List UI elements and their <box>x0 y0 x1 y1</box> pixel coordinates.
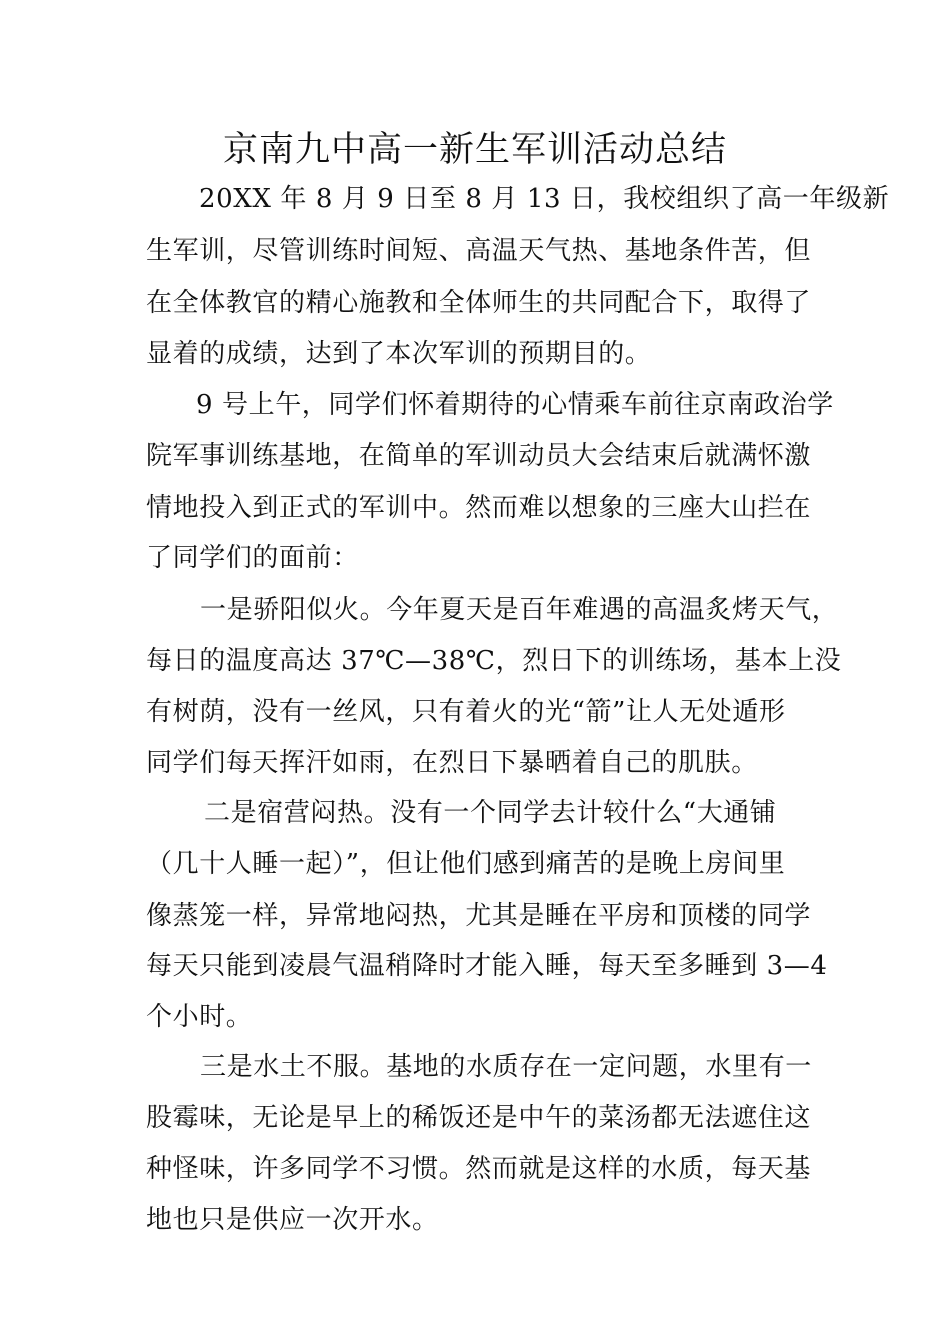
paragraph-2-line-1: 9 号上午，同学们怀着期待的心情乘车前往京南政治学 <box>196 390 834 420</box>
paragraph-5-line-2: 股霉味，无论是早上的稀饭还是中午的菜汤都无法遮住这 <box>146 1103 812 1133</box>
paragraph-2-line-4: 了同学们的面前： <box>146 543 359 573</box>
paragraph-3-line-4: 同学们每天挥汗如雨，在烈日下暴晒着自己的肌肤。 <box>146 748 758 778</box>
paragraph-1-line-4: 显着的成绩，达到了本次军训的预期目的。 <box>146 339 652 369</box>
paragraph-5-line-4: 地也只是供应一次开水。 <box>146 1205 439 1235</box>
paragraph-2-line-2: 院军事训练基地，在简单的军训动员大会结束后就满怀激 <box>146 441 812 471</box>
paragraph-3-line-3: 有树荫，没有一丝风，只有着火的光“箭”让人无处遁形 <box>146 697 786 727</box>
paragraph-1-line-3: 在全体教官的精心施教和全体师生的共同配合下，取得了 <box>146 288 812 318</box>
paragraph-1-line-1: 20XX 年 8 月 9 日至 8 月 13 日，我校组织了高一年级新 <box>199 184 890 214</box>
paragraph-4-line-2: （几十人睡一起）”，但让他们感到痛苦的是晚上房间里 <box>146 849 786 879</box>
paragraph-3-line-2: 每日的温度高达 37℃—38℃，烈日下的训练场，基本上没 <box>146 646 842 676</box>
paragraph-5-line-3: 种怪味，许多同学不习惯。然而就是这样的水质，每天基 <box>146 1154 812 1184</box>
paragraph-4-line-5: 个小时。 <box>146 1002 253 1032</box>
paragraph-4-line-4: 每天只能到凌晨气温稍降时才能入睡，每天至多睡到 3—4 <box>146 951 828 981</box>
paragraph-5-line-1: 三是水土不服。基地的水质存在一定问题，水里有一 <box>200 1052 812 1082</box>
paragraph-2-line-3: 情地投入到正式的军训中。然而难以想象的三座大山拦在 <box>146 493 812 523</box>
paragraph-4-line-1: 二是宿营闷热。没有一个同学去计较什么“大通铺 <box>204 798 777 828</box>
paragraph-1-line-2: 生军训，尽管训练时间短、高温天气热、基地条件苦，但 <box>146 236 812 266</box>
paragraph-4-line-3: 像蒸笼一样，异常地闷热，尤其是睡在平房和顶楼的同学 <box>146 901 812 931</box>
document-title: 京南九中高一新生军训活动总结 <box>222 130 727 170</box>
paragraph-3-line-1: 一是骄阳似火。今年夏天是百年难遇的高温炙烤天气， <box>200 595 839 625</box>
